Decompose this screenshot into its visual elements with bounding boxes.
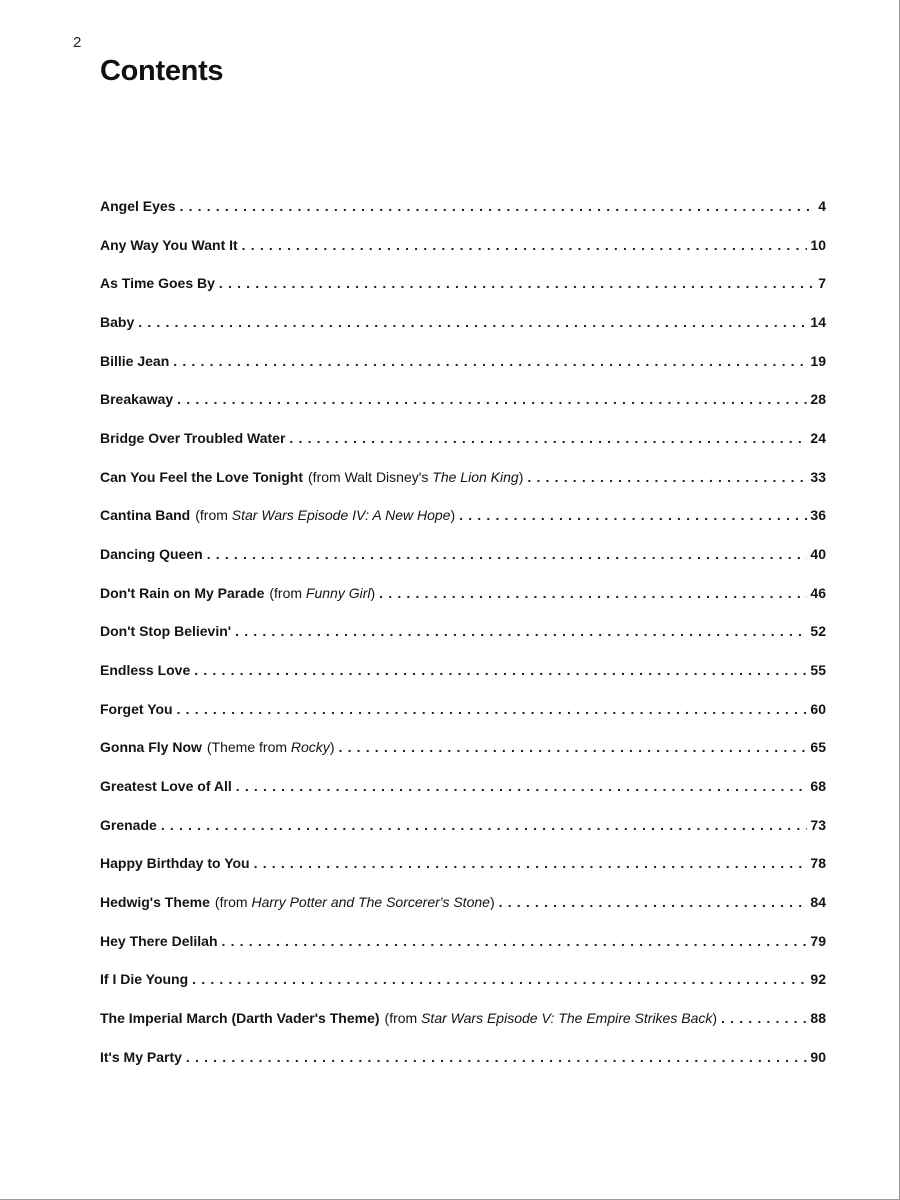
toc-dot-leader <box>192 966 807 992</box>
toc-entry[interactable] <box>100 425 826 464</box>
toc-entry-note-prefix: (from Walt Disney's <box>308 468 433 485</box>
toc-dot-leader <box>254 850 808 876</box>
page-number: 2 <box>73 34 82 51</box>
toc-dot-leader <box>186 1044 808 1070</box>
toc-entry-title: Angel Eyes <box>100 198 176 214</box>
toc-entry-note-suffix: ) <box>489 894 495 911</box>
toc-entry[interactable] <box>100 580 826 619</box>
toc-entry[interactable] <box>100 193 826 232</box>
toc-entry-note <box>269 580 375 606</box>
toc-entry-note <box>385 1005 718 1031</box>
toc-entry-page-number: 33 <box>810 468 826 485</box>
toc-entry-page-number: 78 <box>810 855 826 872</box>
toc-dot-leader <box>177 696 808 722</box>
toc-entry[interactable] <box>100 696 826 735</box>
toc-entry-title: Hedwig's Theme <box>100 894 210 911</box>
toc-entry[interactable] <box>100 966 826 1005</box>
toc-entry-note <box>207 734 335 760</box>
page-title: Contents <box>100 55 224 87</box>
toc-entry-page-number: 24 <box>810 430 826 447</box>
toc-entry[interactable] <box>100 464 826 503</box>
toc-entry-title: Don't Stop Believin' <box>100 623 232 640</box>
toc-entry-page-number: 79 <box>810 932 826 949</box>
toc-dot-leader <box>177 386 807 412</box>
toc-entry-note-prefix: (Theme from <box>206 739 291 756</box>
toc-entry-page-number: 40 <box>810 546 826 563</box>
toc-entry-note-work: Star Wars Episode V: The Empire Strikes Back <box>421 1010 713 1027</box>
toc-entry[interactable] <box>100 850 826 889</box>
toc-entry[interactable] <box>100 386 826 425</box>
toc-entry-title: The Imperial March (Darth Vader's Theme) <box>100 1010 380 1027</box>
toc-entry-title: Happy Birthday to You <box>100 855 250 872</box>
toc-entry-note-prefix: (from <box>214 894 252 911</box>
toc-entry[interactable] <box>100 309 826 348</box>
toc-dot-leader <box>222 928 808 954</box>
toc-entry[interactable] <box>100 657 826 696</box>
toc-entry-page-number: 84 <box>810 894 826 911</box>
toc-entry[interactable] <box>100 773 826 812</box>
toc-entry-title: Hey There Delilah <box>100 932 218 949</box>
toc-entry-page-number: 60 <box>810 700 826 717</box>
toc-entry-note <box>308 464 523 490</box>
toc-dot-leader <box>138 309 807 335</box>
toc-entry[interactable] <box>100 502 826 541</box>
toc-entry-note-suffix: ) <box>450 507 456 524</box>
toc-entry-title: If I Die Young <box>100 971 189 988</box>
toc-entry-page-number: 52 <box>810 623 826 640</box>
toc-dot-leader <box>459 502 807 528</box>
toc-entry[interactable] <box>100 1005 826 1044</box>
toc-dot-leader <box>379 580 807 606</box>
table-of-contents <box>100 193 826 1082</box>
toc-dot-leader <box>242 232 808 258</box>
toc-entry-note-work: Rocky <box>290 739 330 756</box>
toc-dot-leader <box>179 193 815 219</box>
toc-entry-note-prefix: (from <box>269 584 306 601</box>
toc-entry-page-number: 28 <box>810 391 826 408</box>
toc-entry-title: Breakaway <box>100 391 174 408</box>
toc-dot-leader <box>499 889 808 915</box>
toc-dot-leader <box>161 812 808 838</box>
toc-entry[interactable] <box>100 812 826 851</box>
toc-dot-leader <box>527 464 807 490</box>
toc-dot-leader <box>338 734 807 760</box>
toc-entry-title: It's My Party <box>100 1048 182 1065</box>
toc-entry[interactable] <box>100 734 826 773</box>
toc-entry-page-number: 65 <box>810 739 826 756</box>
toc-entry[interactable] <box>100 618 826 657</box>
toc-entry-page-number: 36 <box>810 507 826 524</box>
toc-entry-note-suffix: ) <box>329 739 335 756</box>
toc-entry[interactable] <box>100 928 826 967</box>
toc-entry[interactable] <box>100 889 826 928</box>
toc-dot-leader <box>219 270 815 296</box>
toc-entry[interactable] <box>100 541 826 580</box>
toc-entry-page-number: 68 <box>810 778 826 795</box>
toc-entry-title: Gonna Fly Now <box>100 739 202 756</box>
toc-dot-leader <box>289 425 807 451</box>
toc-entry-title: Forget You <box>100 700 173 717</box>
toc-entry[interactable] <box>100 232 826 271</box>
toc-entry-page-number: 19 <box>810 352 826 369</box>
toc-entry-page-number: 10 <box>810 236 826 253</box>
toc-entry-note-work: Harry Potter and The Sorcerer's Stone <box>251 894 490 911</box>
toc-entry-page-number: 73 <box>810 816 826 833</box>
toc-entry[interactable] <box>100 1044 826 1083</box>
toc-entry-note-prefix: (from <box>384 1010 422 1027</box>
toc-dot-leader <box>236 773 808 799</box>
toc-entry-title: As Time Goes By <box>100 275 215 292</box>
toc-entry-page-number: 46 <box>810 584 826 601</box>
toc-entry-page-number: 55 <box>810 662 826 679</box>
toc-entry-page-number: 90 <box>810 1048 826 1065</box>
toc-dot-leader <box>721 1005 807 1031</box>
toc-entry-note-work: Star Wars Episode IV: A New Hope <box>231 507 451 524</box>
toc-dot-leader <box>173 348 807 374</box>
toc-dot-leader <box>207 541 808 567</box>
toc-entry-note <box>215 889 495 915</box>
toc-entry-page-number: 92 <box>810 971 826 988</box>
toc-entry-note-suffix: ) <box>518 468 524 485</box>
toc-entry-note-prefix: (from <box>195 507 232 524</box>
toc-entry-page-number: 14 <box>810 314 826 331</box>
toc-entry-title: Any Way You Want It <box>100 236 238 253</box>
toc-entry-title: Billie Jean <box>100 352 170 369</box>
toc-entry-title: Greatest Love of All <box>100 778 232 795</box>
toc-entry[interactable] <box>100 348 826 387</box>
toc-dot-leader <box>194 657 807 683</box>
toc-entry-title: Don't Rain on My Parade <box>100 584 265 601</box>
toc-entry-page-number: 4 <box>818 198 826 214</box>
toc-entry-title: Bridge Over Troubled Water <box>100 430 286 447</box>
toc-entry-page-number: 7 <box>818 275 826 292</box>
toc-entry-page-number: 88 <box>810 1010 826 1027</box>
toc-entry-note-work: Funny Girl <box>305 584 371 601</box>
toc-entry-note-work: The Lion King <box>432 468 519 485</box>
toc-entry-title: Endless Love <box>100 662 191 679</box>
toc-entry-note <box>195 502 455 528</box>
toc-entry-title: Grenade <box>100 816 157 833</box>
toc-dot-leader <box>235 618 807 644</box>
toc-entry-title: Cantina Band <box>100 507 191 524</box>
toc-entry-title: Can You Feel the Love Tonight <box>100 468 304 485</box>
toc-entry-title: Baby <box>100 314 135 331</box>
toc-entry[interactable] <box>100 270 826 309</box>
toc-entry-title: Dancing Queen <box>100 546 203 563</box>
toc-entry-note-suffix: ) <box>370 584 376 601</box>
toc-entry-note-suffix: ) <box>712 1010 718 1027</box>
